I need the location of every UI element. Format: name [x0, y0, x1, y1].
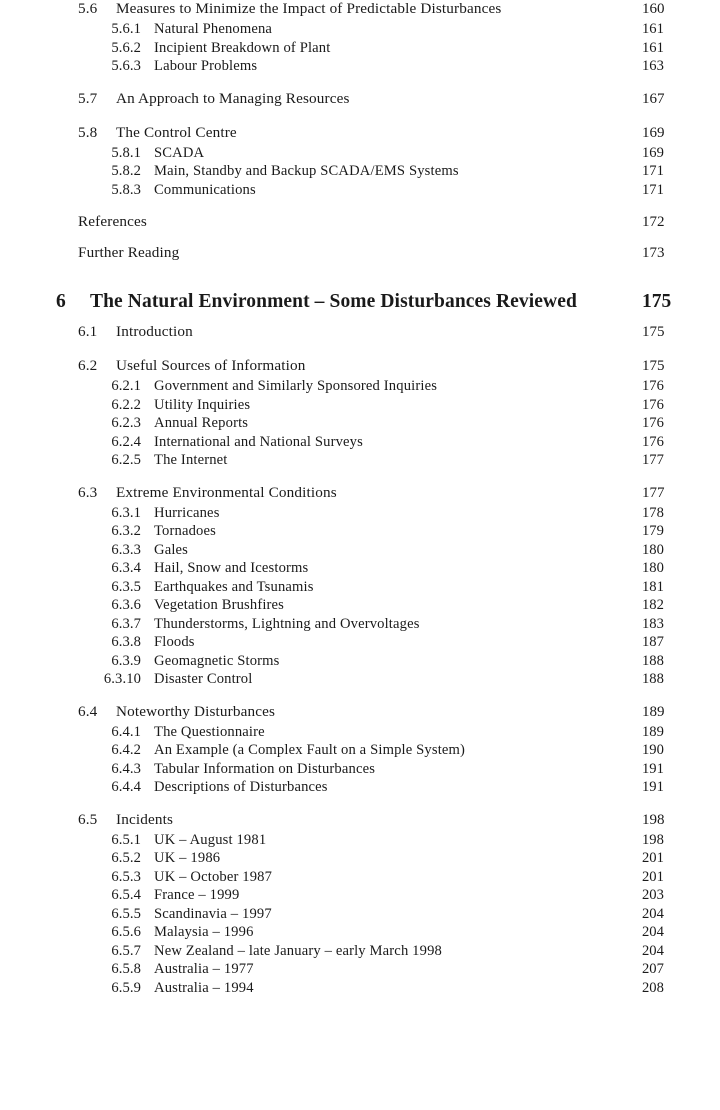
toc-entry-title: Vegetation Brushfires: [154, 597, 285, 613]
toc-entry-title: Introduction: [116, 323, 193, 340]
toc-entry-title: The Natural Environment – Some Disturbances Reviewed: [90, 291, 577, 312]
toc-subsection-row[interactable]: [0, 779, 720, 798]
toc-entry-page-number: 176: [642, 415, 664, 431]
toc-entry-number: 6.3: [78, 483, 98, 501]
toc-entry-number: 6.3.6: [111, 597, 141, 613]
toc-entry-page-number: 180: [642, 560, 664, 576]
toc-entry-page-number: 204: [642, 924, 664, 940]
toc-entry-number: 6.3.3: [111, 541, 141, 558]
spacer: [0, 798, 720, 811]
toc-chapter-row[interactable]: [0, 291, 720, 323]
toc-entry-number: 6.4: [78, 702, 98, 720]
toc-entry-number: 6: [56, 291, 66, 312]
spacer: [0, 200, 720, 213]
toc-entry-page-number: 198: [642, 811, 665, 828]
toc-entry-page-number: 175: [642, 291, 672, 312]
toc-entry-title: UK – 1986: [154, 850, 221, 866]
toc-subsection-row[interactable]: [0, 397, 720, 416]
toc-entry-title: Main, Standby and Backup SCADA/EMS Systems: [154, 163, 459, 179]
toc-entry-number: 6.5.2: [111, 850, 141, 866]
toc-entry-page-number: 190: [642, 742, 664, 758]
toc-subsection-row[interactable]: [0, 887, 720, 906]
toc-entry-number: 5.8.3: [111, 181, 141, 198]
toc-entry-number: 6.3.1: [111, 504, 141, 521]
toc-entry-title: Descriptions of Disturbances: [154, 779, 328, 795]
toc-entry-number: 6.5.5: [111, 905, 141, 922]
toc-entry-page-number: 188: [642, 652, 664, 669]
toc-entry-page-number: 181: [642, 578, 664, 595]
toc-entry-page-number: 180: [642, 541, 664, 558]
toc-entry-page-number: 176: [642, 433, 664, 450]
toc-subsection-row[interactable]: [0, 542, 720, 561]
toc-entry-title: Scandinavia – 1997: [154, 905, 272, 922]
toc-entry-title: Government and Similarly Sponsored Inquiries: [154, 378, 438, 394]
toc-entry-number: 6.5.1: [111, 831, 141, 848]
toc-entry-title: New Zealand – late January – early March 1998: [154, 942, 442, 959]
toc-entry-number: 6.2.5: [111, 452, 141, 468]
toc-entry-page-number: 177: [642, 452, 664, 468]
toc-entry-page-number: 188: [642, 671, 664, 687]
toc-subsection-row[interactable]: [0, 560, 720, 579]
toc-entry-title: UK – October 1987: [154, 868, 273, 885]
toc-entry-page-number: 207: [642, 961, 664, 977]
toc-subsection-row[interactable]: [0, 182, 720, 201]
toc-entry-number: 6.5.9: [111, 979, 141, 996]
toc-subsection-row[interactable]: [0, 943, 720, 962]
toc-entry-page-number: 163: [642, 58, 664, 74]
toc-section-row[interactable]: [0, 484, 720, 505]
toc-entry-page-number: 191: [642, 779, 664, 795]
toc-subsection-row[interactable]: [0, 452, 720, 471]
toc-entry-title: Geomagnetic Storms: [154, 652, 280, 669]
toc-entry-title: Further Reading: [78, 244, 180, 261]
toc-subsection-row[interactable]: [0, 961, 720, 980]
toc-entry-page-number: 175: [642, 358, 665, 374]
toc-entry-title: Hail, Snow and Icestorms: [154, 560, 309, 576]
toc-entry-title: Gales: [154, 541, 188, 558]
toc-entry-page-number: 176: [642, 378, 664, 394]
toc-entry-page-number: 183: [642, 615, 664, 632]
toc-entry-title: An Approach to Managing Resources: [116, 89, 350, 107]
toc-subsection-row[interactable]: [0, 980, 720, 999]
toc-entry-title: Noteworthy Disturbances: [116, 702, 276, 720]
toc-subsection-row[interactable]: [0, 742, 720, 761]
toc-entry-title: SCADA: [154, 144, 205, 161]
toc-subsection-row[interactable]: [0, 616, 720, 635]
toc-entry-number: 6.3.4: [111, 560, 141, 576]
toc-subsection-row[interactable]: [0, 634, 720, 653]
toc-entry-title: Tornadoes: [154, 523, 216, 539]
toc-subsection-row[interactable]: [0, 145, 720, 164]
toc-entry-page-number: 167: [642, 90, 665, 107]
toc-entry-number: 6.4.2: [111, 742, 141, 758]
toc-entry-page-number: 171: [642, 163, 664, 179]
toc-entry-number: 6.4.3: [111, 760, 141, 777]
toc-entry-title: Measures to Minimize the Impact of Predictable Disturbances: [116, 0, 502, 17]
toc-entry-page-number: 191: [642, 760, 664, 777]
toc-entry-number: 6.5.4: [111, 887, 141, 903]
toc-entry-title: An Example (a Complex Fault on a Simple System): [154, 742, 466, 758]
toc-entry-title: Thunderstorms, Lightning and Overvoltages: [154, 615, 420, 632]
toc-entry-title: Malaysia – 1996: [154, 924, 254, 940]
toc-entry-title: International and National Surveys: [154, 433, 363, 450]
toc-entry-number: 6.5.6: [111, 924, 141, 940]
toc-subsection-row[interactable]: [0, 724, 720, 743]
spacer: [0, 690, 720, 703]
toc-entry-page-number: 204: [642, 905, 664, 922]
toc-entry-title: References: [78, 213, 147, 230]
toc-subsection-row[interactable]: [0, 434, 720, 453]
toc-entry-title: Annual Reports: [154, 415, 249, 431]
toc-subsection-row[interactable]: [0, 415, 720, 434]
toc-entry-page-number: 176: [642, 396, 664, 413]
toc-entry-title: Useful Sources of Information: [116, 357, 306, 374]
toc-entry-number: 6.2.3: [111, 415, 141, 431]
toc-entry-page-number: 203: [642, 887, 664, 903]
toc-subsection-row[interactable]: [0, 579, 720, 598]
toc-backmatter-row[interactable]: [0, 244, 720, 265]
toc-section-row[interactable]: [0, 0, 720, 21]
toc-entry-number: 5.8: [78, 123, 98, 141]
toc-entry-title: Labour Problems: [154, 58, 258, 74]
toc-subsection-row[interactable]: [0, 832, 720, 851]
toc-entry-number: 5.6: [78, 0, 98, 17]
toc-entry-page-number: 161: [642, 21, 664, 37]
toc-subsection-row[interactable]: [0, 21, 720, 40]
toc-entry-number: 5.8.1: [111, 144, 141, 161]
toc-entry-number: 5.6.2: [111, 39, 141, 56]
toc-entry-number: 6.2: [78, 357, 98, 374]
toc-subsection-row[interactable]: [0, 761, 720, 780]
toc-entry-page-number: 201: [642, 850, 664, 866]
toc-entry-number: 6.3.2: [111, 523, 141, 539]
toc-section-row[interactable]: [0, 124, 720, 145]
spacer: [0, 265, 720, 291]
toc-entry-title: Incipient Breakdown of Plant: [154, 39, 331, 56]
spacer: [0, 344, 720, 357]
toc-entry-number: 6.4.1: [111, 723, 141, 740]
toc-entry-title: Earthquakes and Tsunamis: [154, 578, 314, 595]
toc-entry-title: The Internet: [154, 452, 228, 468]
toc-entry-title: Natural Phenomena: [154, 21, 273, 37]
toc-entry-number: 6.5.3: [111, 868, 141, 885]
toc-subsection-row[interactable]: [0, 378, 720, 397]
toc-entry-number: 5.6.3: [111, 58, 141, 74]
toc-entry-title: The Questionnaire: [154, 723, 265, 740]
toc-subsection-row[interactable]: [0, 163, 720, 182]
toc-entry-number: 5.6.1: [111, 21, 141, 37]
toc-entry-number: 6.2.2: [111, 396, 141, 413]
toc-entry-page-number: 208: [642, 979, 664, 996]
toc-entry-page-number: 171: [642, 181, 664, 198]
toc-entry-page-number: 175: [642, 324, 665, 340]
toc-entry-number: 6.1: [78, 323, 98, 340]
toc-entry-number: 6.4.4: [111, 779, 141, 795]
toc-section-row[interactable]: [0, 357, 720, 378]
toc-entry-page-number: 172: [642, 214, 665, 230]
toc-subsection-row[interactable]: [0, 523, 720, 542]
toc-entry-number: 6.5.7: [111, 942, 141, 959]
toc-entry-title: Hurricanes: [154, 504, 220, 521]
toc-entry-page-number: 169: [642, 144, 664, 161]
toc-entry-page-number: 182: [642, 597, 664, 613]
toc-entry-page-number: 179: [642, 523, 664, 539]
toc-entry-page-number: 189: [642, 723, 664, 740]
toc-subsection-row[interactable]: [0, 40, 720, 59]
toc-entry-page-number: 177: [642, 484, 665, 501]
toc-subsection-row[interactable]: [0, 505, 720, 524]
toc-subsection-row[interactable]: [0, 850, 720, 869]
toc-entry-page-number: 204: [642, 942, 664, 959]
toc-entry-title: Communications: [154, 181, 256, 198]
toc-entry-title: Tabular Information on Disturbances: [154, 760, 376, 777]
toc-entry-page-number: 173: [642, 245, 665, 261]
toc-entry-page-number: 201: [642, 868, 664, 885]
toc-entry-number: 5.7: [78, 89, 98, 107]
toc-entry-title: Australia – 1977: [154, 961, 254, 977]
toc-subsection-row[interactable]: [0, 653, 720, 672]
toc-entry-page-number: 178: [642, 504, 664, 521]
toc-entry-page-number: 189: [642, 703, 665, 720]
toc-entry-number: 5.8.2: [111, 163, 141, 179]
toc-entry-page-number: 160: [642, 1, 665, 17]
toc-entry-number: 6.3.8: [111, 634, 141, 650]
toc-subsection-row[interactable]: [0, 906, 720, 925]
toc-section-row[interactable]: [0, 323, 720, 344]
toc-entry-number: 6.3.5: [111, 578, 141, 595]
toc-backmatter-row[interactable]: [0, 213, 720, 234]
spacer: [0, 234, 720, 244]
toc-subsection-row[interactable]: [0, 869, 720, 888]
toc-subsection-row[interactable]: [0, 671, 720, 690]
toc-entry-title: The Control Centre: [116, 123, 237, 141]
toc-subsection-row[interactable]: [0, 58, 720, 77]
toc-entry-title: Extreme Environmental Conditions: [116, 483, 337, 501]
toc-section-row[interactable]: [0, 703, 720, 724]
toc-entry-number: 6.3.10: [103, 671, 141, 687]
toc-entry-number: 6.3.9: [111, 652, 141, 669]
toc-entry-number: 6.2.1: [111, 378, 141, 394]
toc-section-row[interactable]: [0, 811, 720, 832]
toc-subsection-row[interactable]: [0, 597, 720, 616]
toc-entry-page-number: 169: [642, 124, 665, 141]
toc-entry-title: Utility Inquiries: [154, 396, 251, 413]
spacer: [0, 111, 720, 124]
toc-entry-title: Floods: [154, 634, 195, 650]
toc-entry-number: 6.2.4: [111, 433, 141, 450]
spacer: [0, 471, 720, 484]
toc-entry-title: Disaster Control: [154, 671, 253, 687]
toc-entry-number: 6.5: [78, 810, 98, 828]
toc-subsection-row[interactable]: [0, 924, 720, 943]
toc-entry-title: France – 1999: [154, 887, 240, 903]
toc-section-row[interactable]: [0, 90, 720, 111]
toc-entry-page-number: 198: [642, 831, 664, 848]
spacer: [0, 77, 720, 90]
toc-entry-title: Australia – 1994: [154, 979, 254, 996]
toc-entry-title: UK – August 1981: [154, 831, 267, 848]
toc-entry-page-number: 187: [642, 634, 664, 650]
toc-entry-number: 6.5.8: [111, 961, 141, 977]
toc-entry-title: Incidents: [116, 810, 174, 828]
toc-entry-page-number: 161: [642, 39, 664, 56]
toc-entry-number: 6.3.7: [111, 615, 141, 632]
